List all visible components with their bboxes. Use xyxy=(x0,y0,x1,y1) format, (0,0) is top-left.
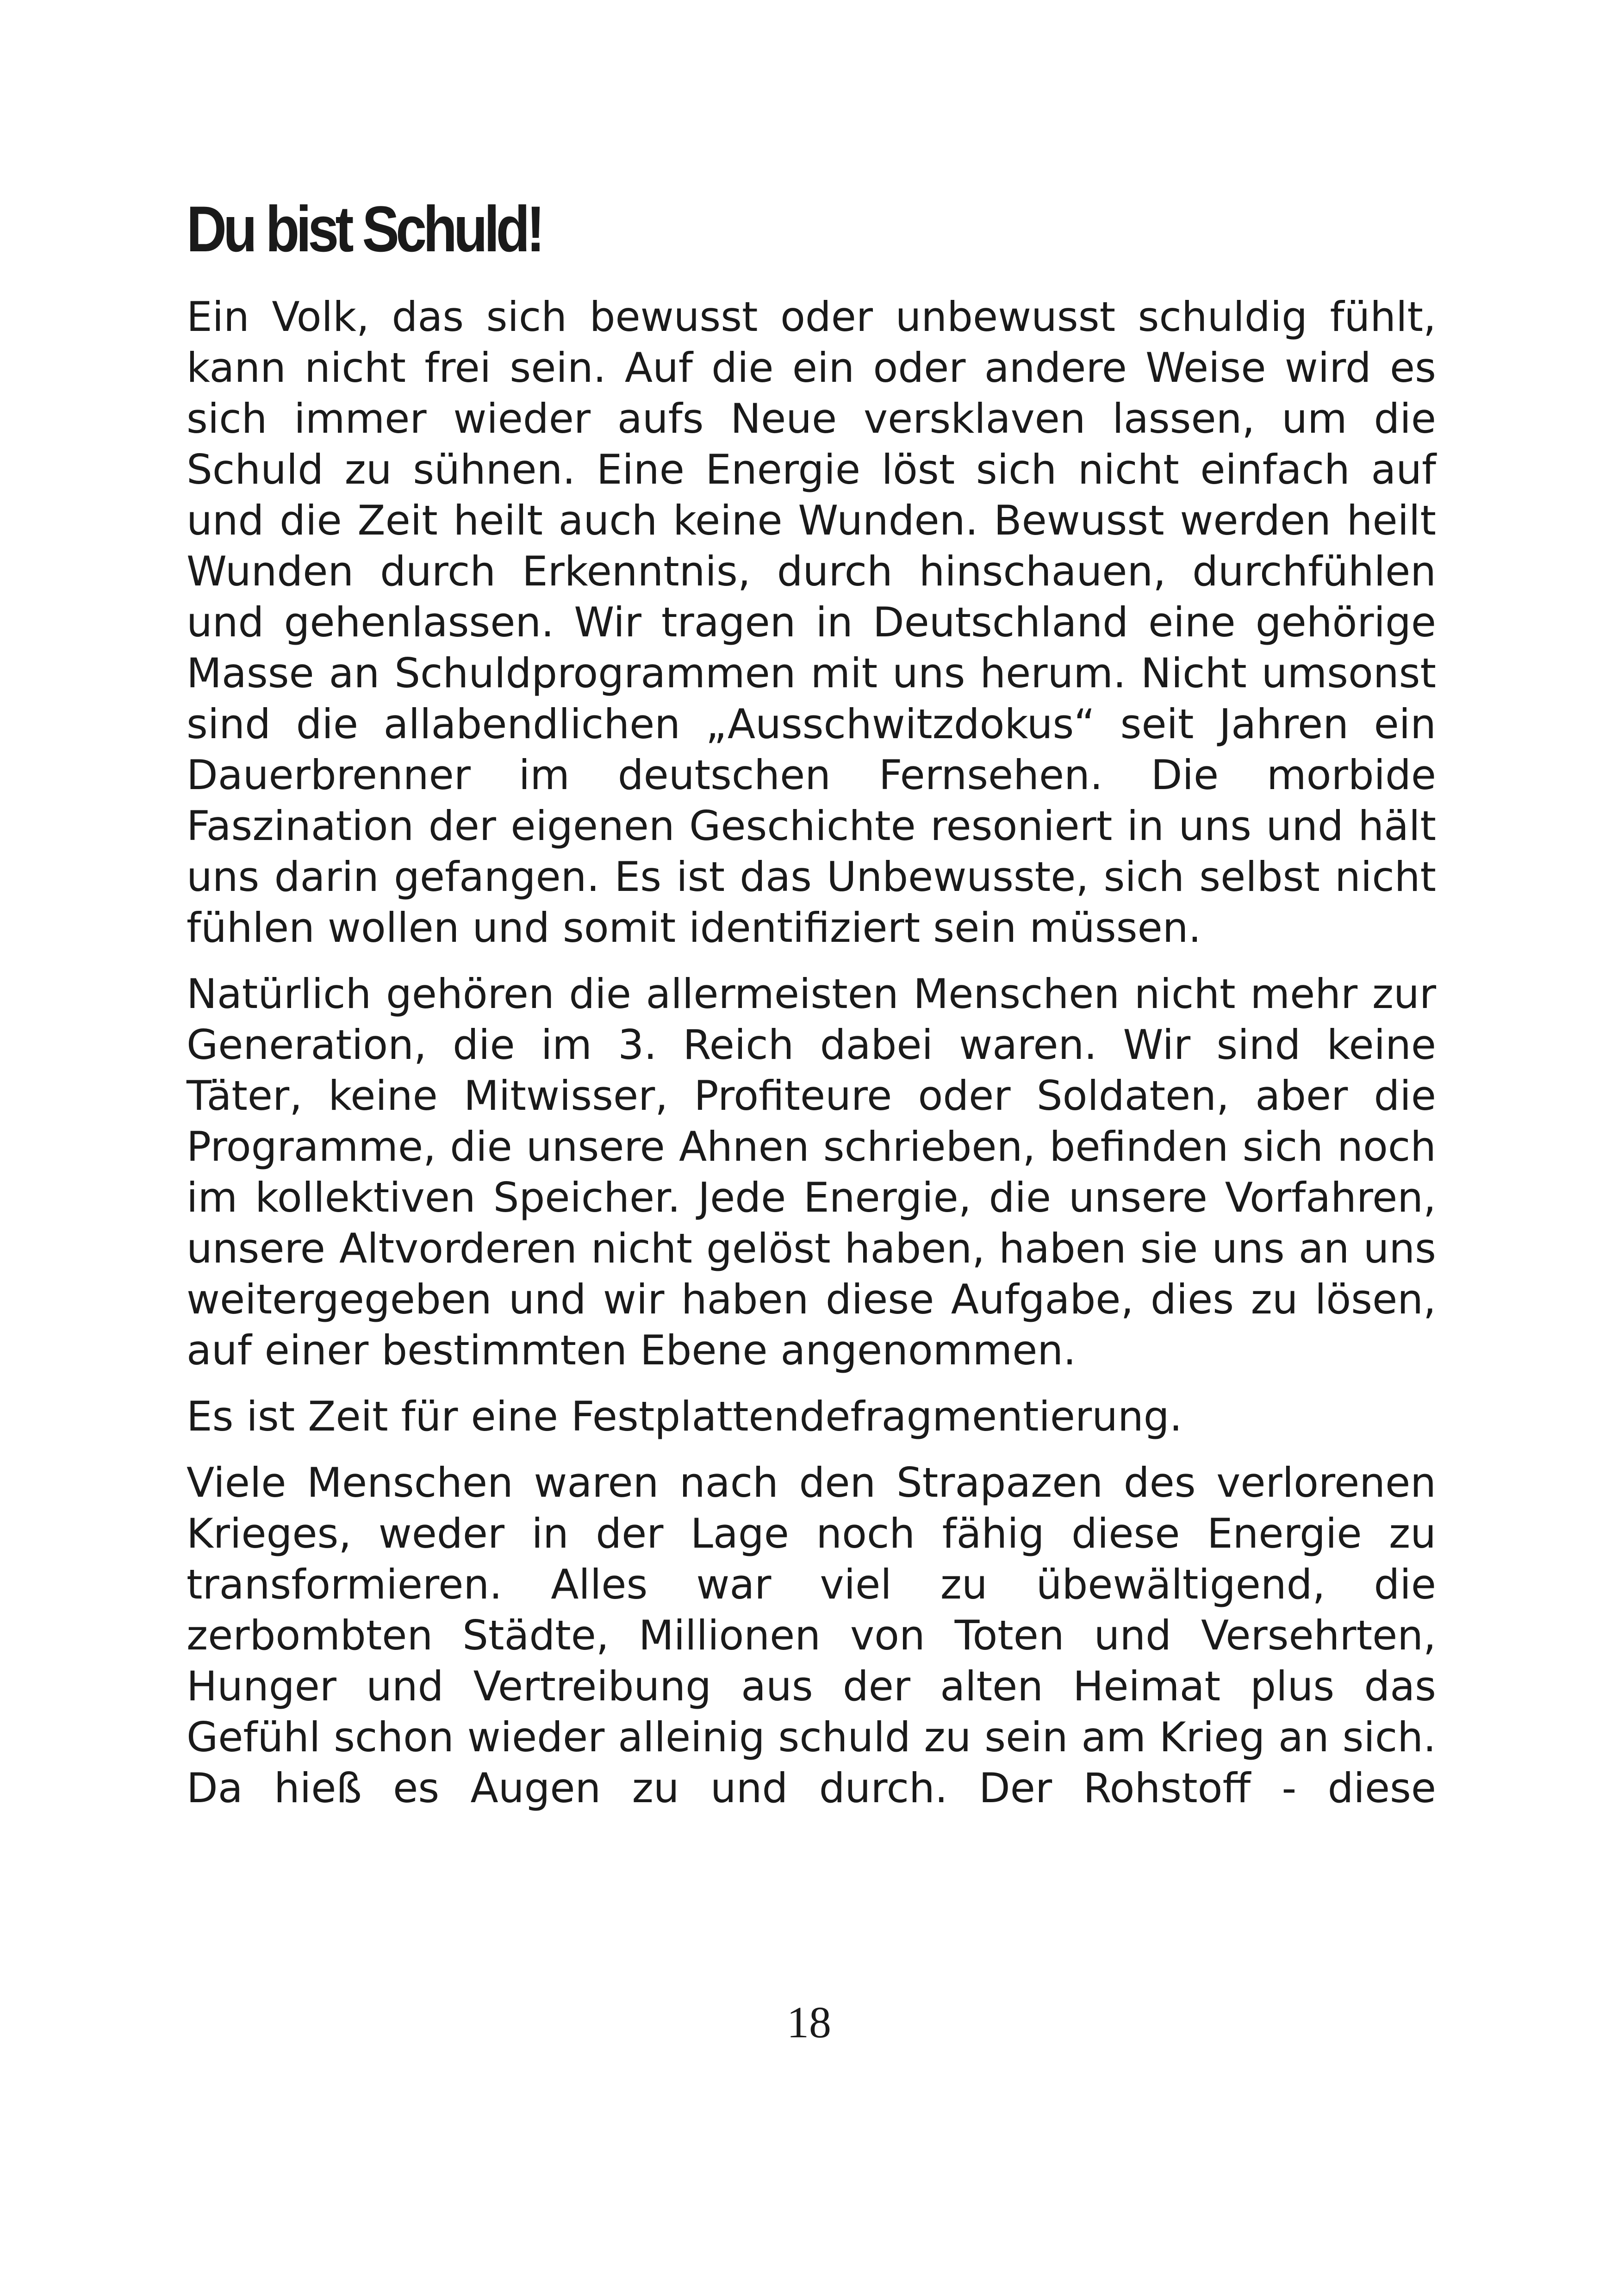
paragraph-1: Ein Volk, das sich bewusst oder unbewusst schuldig fühlt, kann nicht frei sein. Auf die ein oder andere Weise wird es sich immer wieder aufs Neue versklaven lassen, um die Schuld zu sühnen. Eine Energie löst sich nicht einfach auf und die Zeit heilt auch keine Wunden. Bewusst werden heilt Wunden durch Erkenntnis, durch hinschauen, durchfühlen und gehenlassen. Wir tragen in Deutschland eine gehörige Masse an Schuldprogrammen mit uns herum. Nicht umsonst sind die allabendlichen „Ausschwitzdokus“ seit Jahren ein Dauerbrenner im deutschen Fernsehen. Die morbide Faszination der eigenen Geschichte resoniert in uns und hält uns darin gefangen. Es ist das Unbewusste, sich selbst nicht fühlen wollen und somit identifiziert sein müssen. xyxy=(187,293,1436,952)
chapter-title: Du bist Schuld! xyxy=(187,193,541,265)
paragraph-2: Natürlich gehören die allermeisten Menschen nicht mehr zur Generation, die im 3. Reich dabei waren. Wir sind keine Täter, keine Mitwisser, Profiteure oder Soldaten, aber die Programme, die unsere Ahnen schrieben, befinden sich noch im kollektiven Speicher. Jede Energie, die unsere Vorfahren, unsere Altvorderen nicht gelöst haben, haben sie uns an uns weitergegeben und wir haben diese Aufgabe, dies zu lösen, auf einer bestimmten Ebene angenommen. xyxy=(187,970,1436,1374)
paragraph-4: Viele Menschen waren nach den Strapazen des verlorenen Krieges, weder in der Lage noch fähig diese Energie zu transformieren. Alles war viel zu übewältigend, die zerbombten Städte, Millionen von Toten und Versehrten, Hunger und Vertreibung aus der alten Heimat plus das Gefühl schon wieder alleinig schuld zu sein am Krieg an sich. Da hieß es Augen zu und durch. Der Rohstoff - diese xyxy=(187,1459,1436,1812)
page-number: 18 xyxy=(787,1997,831,2047)
paragraph-3: Es ist Zeit für eine Festplattendefragmentierung. xyxy=(187,1393,1182,1440)
body-text xyxy=(187,292,1436,1829)
